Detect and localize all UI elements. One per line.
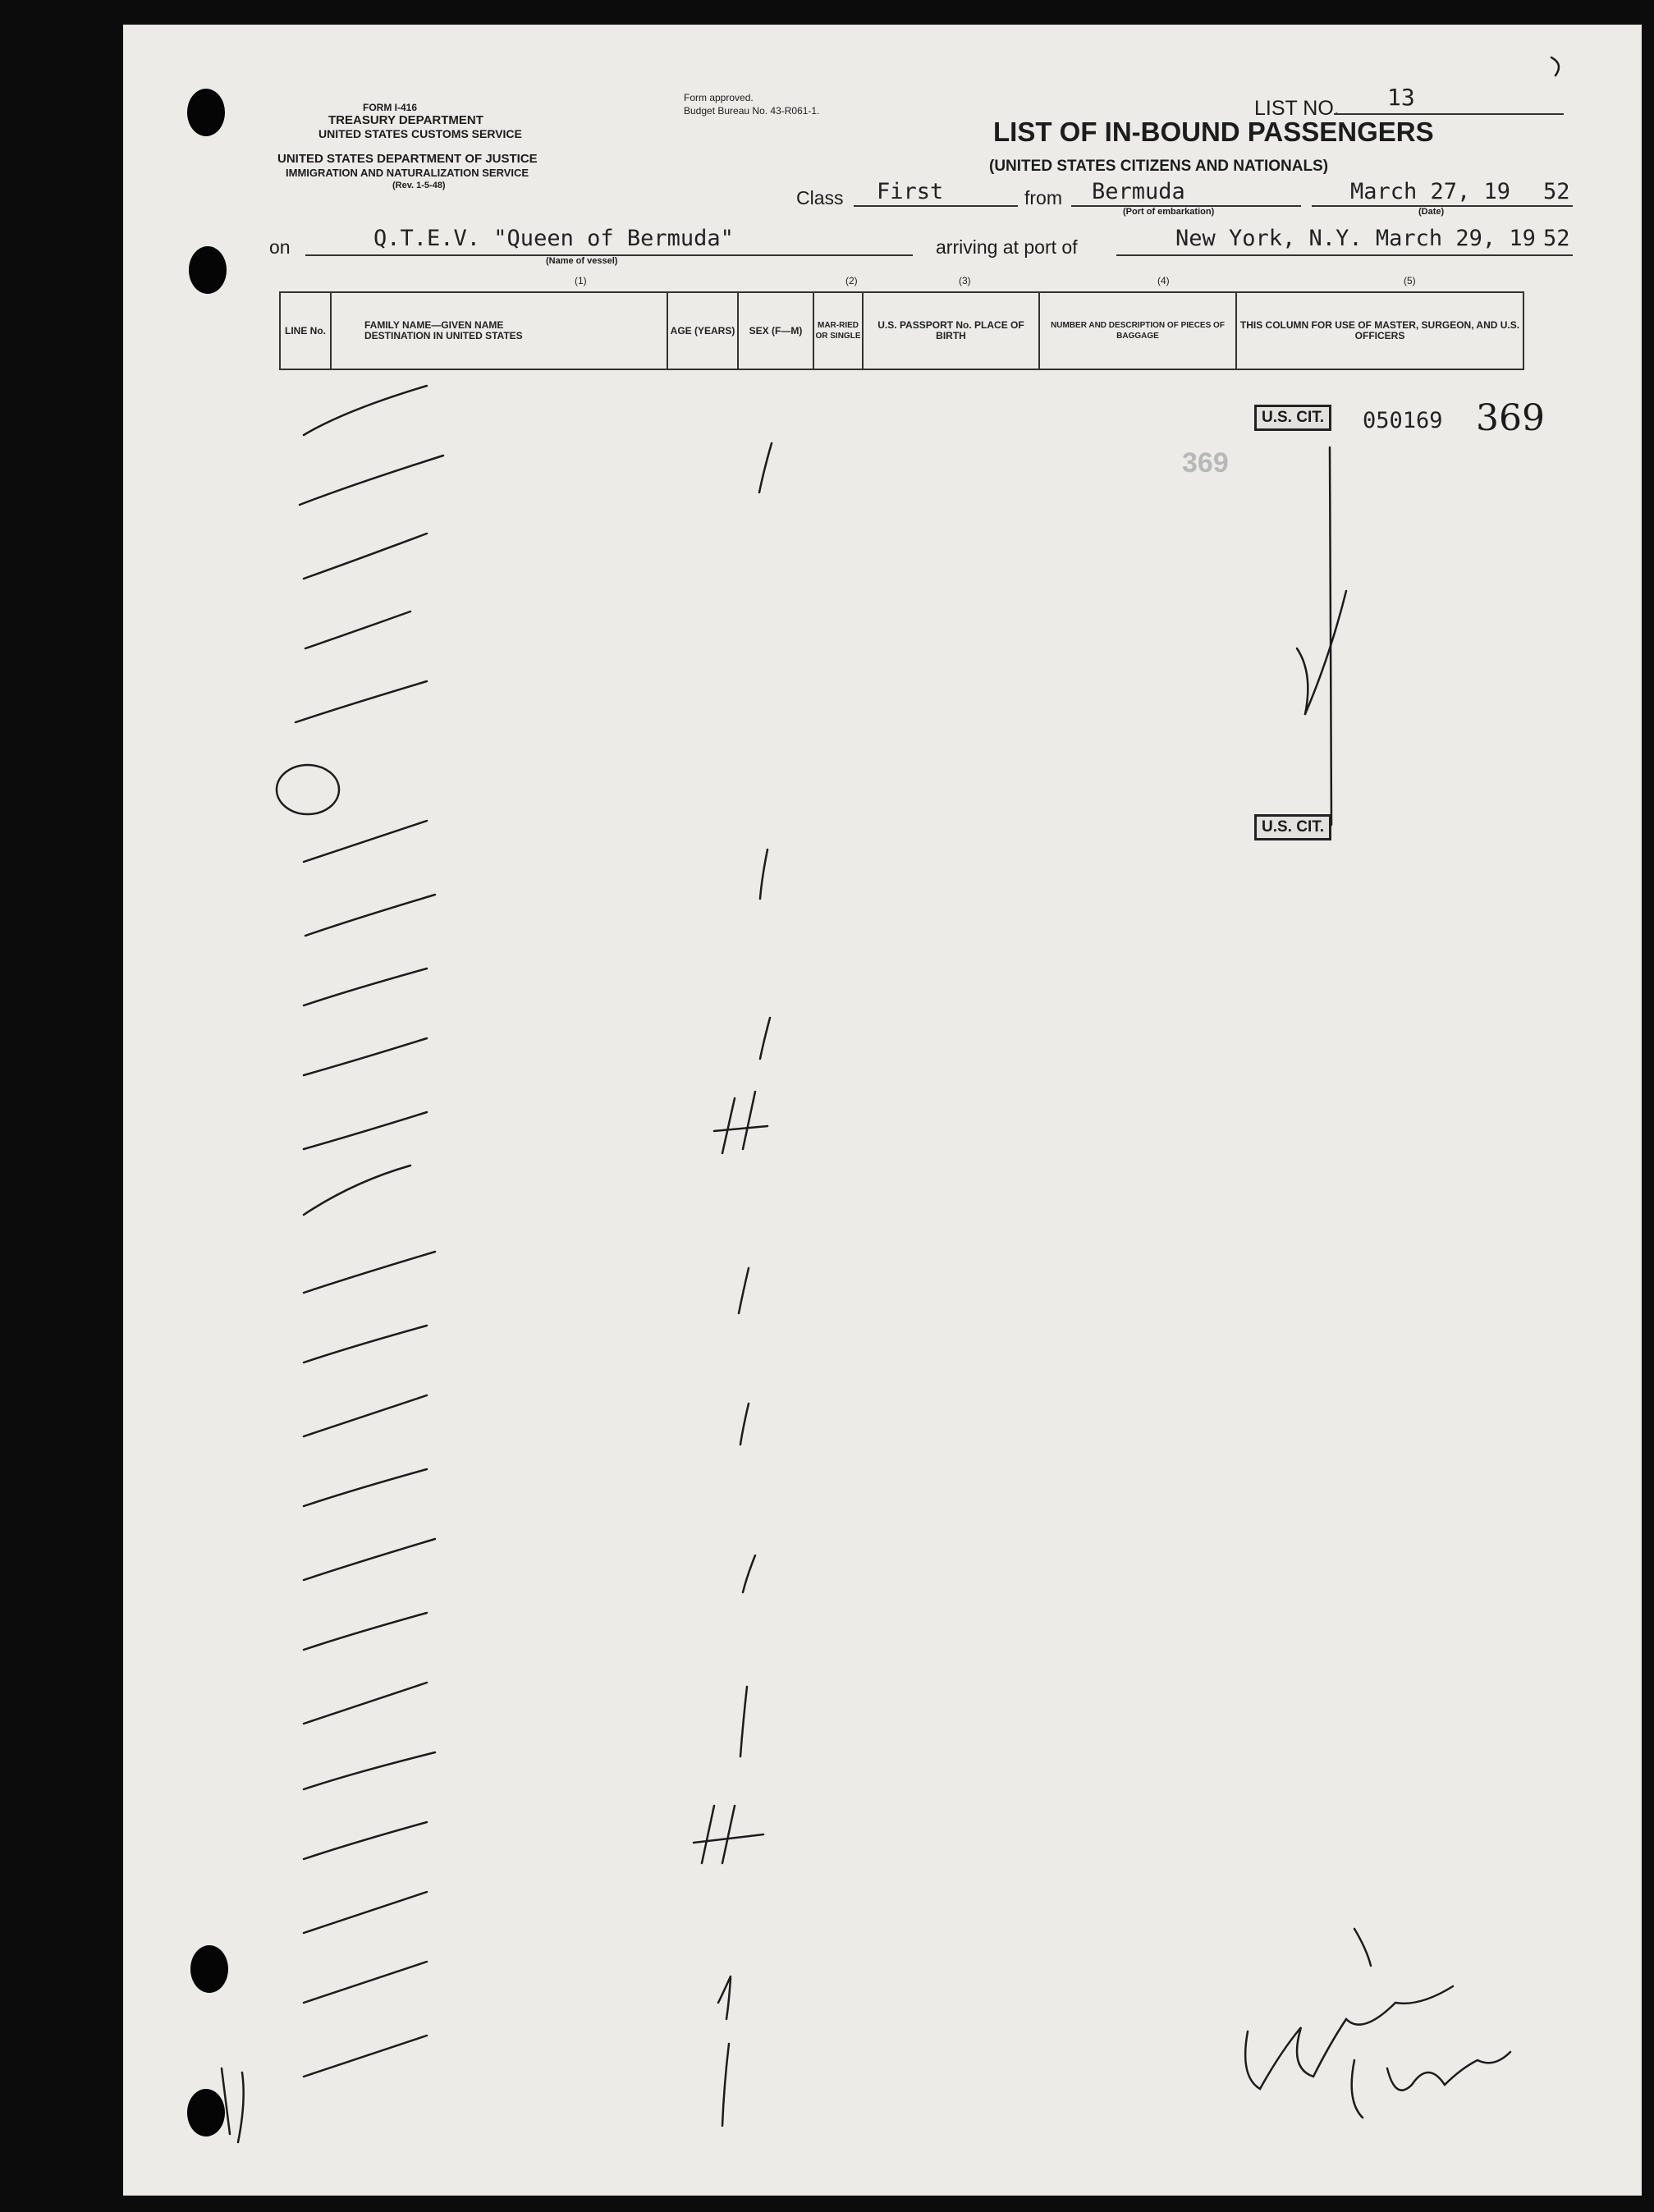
class-value: First — [877, 179, 944, 204]
header-line-no: LINE No. — [280, 292, 331, 369]
dept-justice: UNITED STATES DEPARTMENT OF JUSTICE — [277, 152, 538, 166]
header-passport: U.S. PASSPORT No. PLACE OF BIRTH — [863, 292, 1039, 369]
class-label: Class — [796, 187, 844, 208]
col-num-2: (2) — [845, 275, 858, 286]
list-no-label: LIST NO. — [1254, 97, 1340, 120]
depart-year: 52 — [1543, 179, 1570, 204]
dept-treasury: TREASURY DEPARTMENT — [328, 113, 483, 127]
vessel-name: Q.T.E.V. "Queen of Bermuda" — [373, 226, 734, 251]
arrival-port-date: New York, N.Y. March 29, 19 — [1175, 226, 1536, 251]
col-num-1: (1) — [575, 275, 587, 286]
header-age: AGE (YEARS) — [667, 292, 738, 369]
table-header-row — [280, 292, 1523, 369]
stamp-text-2: U.S. CIT. — [1262, 818, 1325, 836]
arriving-label: arriving at port of — [936, 236, 1078, 258]
faint-stamp-number: 369 — [1182, 447, 1229, 479]
vessel-caption: (Name of vessel) — [546, 256, 618, 266]
header-baggage: NUMBER AND DESCRIPTION OF PIECES OF BAGGAGE — [1039, 292, 1236, 369]
date-caption: (Date) — [1418, 207, 1445, 217]
passenger-table — [279, 291, 1524, 370]
header-officers: THIS COLUMN FOR USE OF MASTER, SURGEON, AND U.S. OFFICERS — [1236, 292, 1523, 369]
us-citizen-stamp-2 — [1254, 814, 1331, 840]
header-married: MAR-RIED OR SINGLE — [813, 292, 863, 369]
from-caption: (Port of embarkation) — [1123, 207, 1215, 217]
punch-hole — [187, 89, 225, 136]
form-subtitle: (UNITED STATES CITIZENS AND NATIONALS) — [989, 158, 1329, 175]
col-num-5: (5) — [1404, 275, 1416, 286]
dept-customs: UNITED STATES CUSTOMS SERVICE — [318, 127, 522, 140]
depart-date: March 27, 19 — [1350, 179, 1511, 204]
punch-hole — [190, 1945, 228, 1993]
header-name: FAMILY NAME—GIVEN NAME DESTINATION IN UNITED STATES — [331, 292, 667, 369]
budget-bureau: Budget Bureau No. 43-R061-1. — [684, 105, 820, 117]
us-citizen-stamp — [1254, 405, 1331, 431]
col-num-3: (3) — [959, 275, 971, 286]
dept-ins: IMMIGRATION AND NATURALIZATION SERVICE — [286, 167, 529, 179]
from-value: Bermuda — [1092, 179, 1185, 204]
from-label: from — [1024, 187, 1062, 208]
stamp-number: 050169 — [1363, 408, 1443, 433]
list-no-value: 13 — [1387, 84, 1415, 111]
stamp-text: U.S. CIT. — [1262, 409, 1325, 426]
form-title: LIST OF IN-BOUND PASSENGERS — [993, 117, 1434, 147]
arrival-year: 52 — [1543, 226, 1570, 251]
handwritten-count: 369 — [1476, 397, 1545, 439]
form-approved: Form approved. — [684, 92, 754, 103]
form-number: FORM I-416 — [363, 102, 418, 113]
header-sex: SEX (F—M) — [738, 292, 813, 369]
col-num-4: (4) — [1157, 275, 1170, 286]
form-revision: (Rev. 1-5-48) — [392, 181, 446, 190]
punch-hole — [189, 246, 227, 294]
punch-hole — [187, 2089, 225, 2136]
on-label: on — [269, 236, 291, 258]
